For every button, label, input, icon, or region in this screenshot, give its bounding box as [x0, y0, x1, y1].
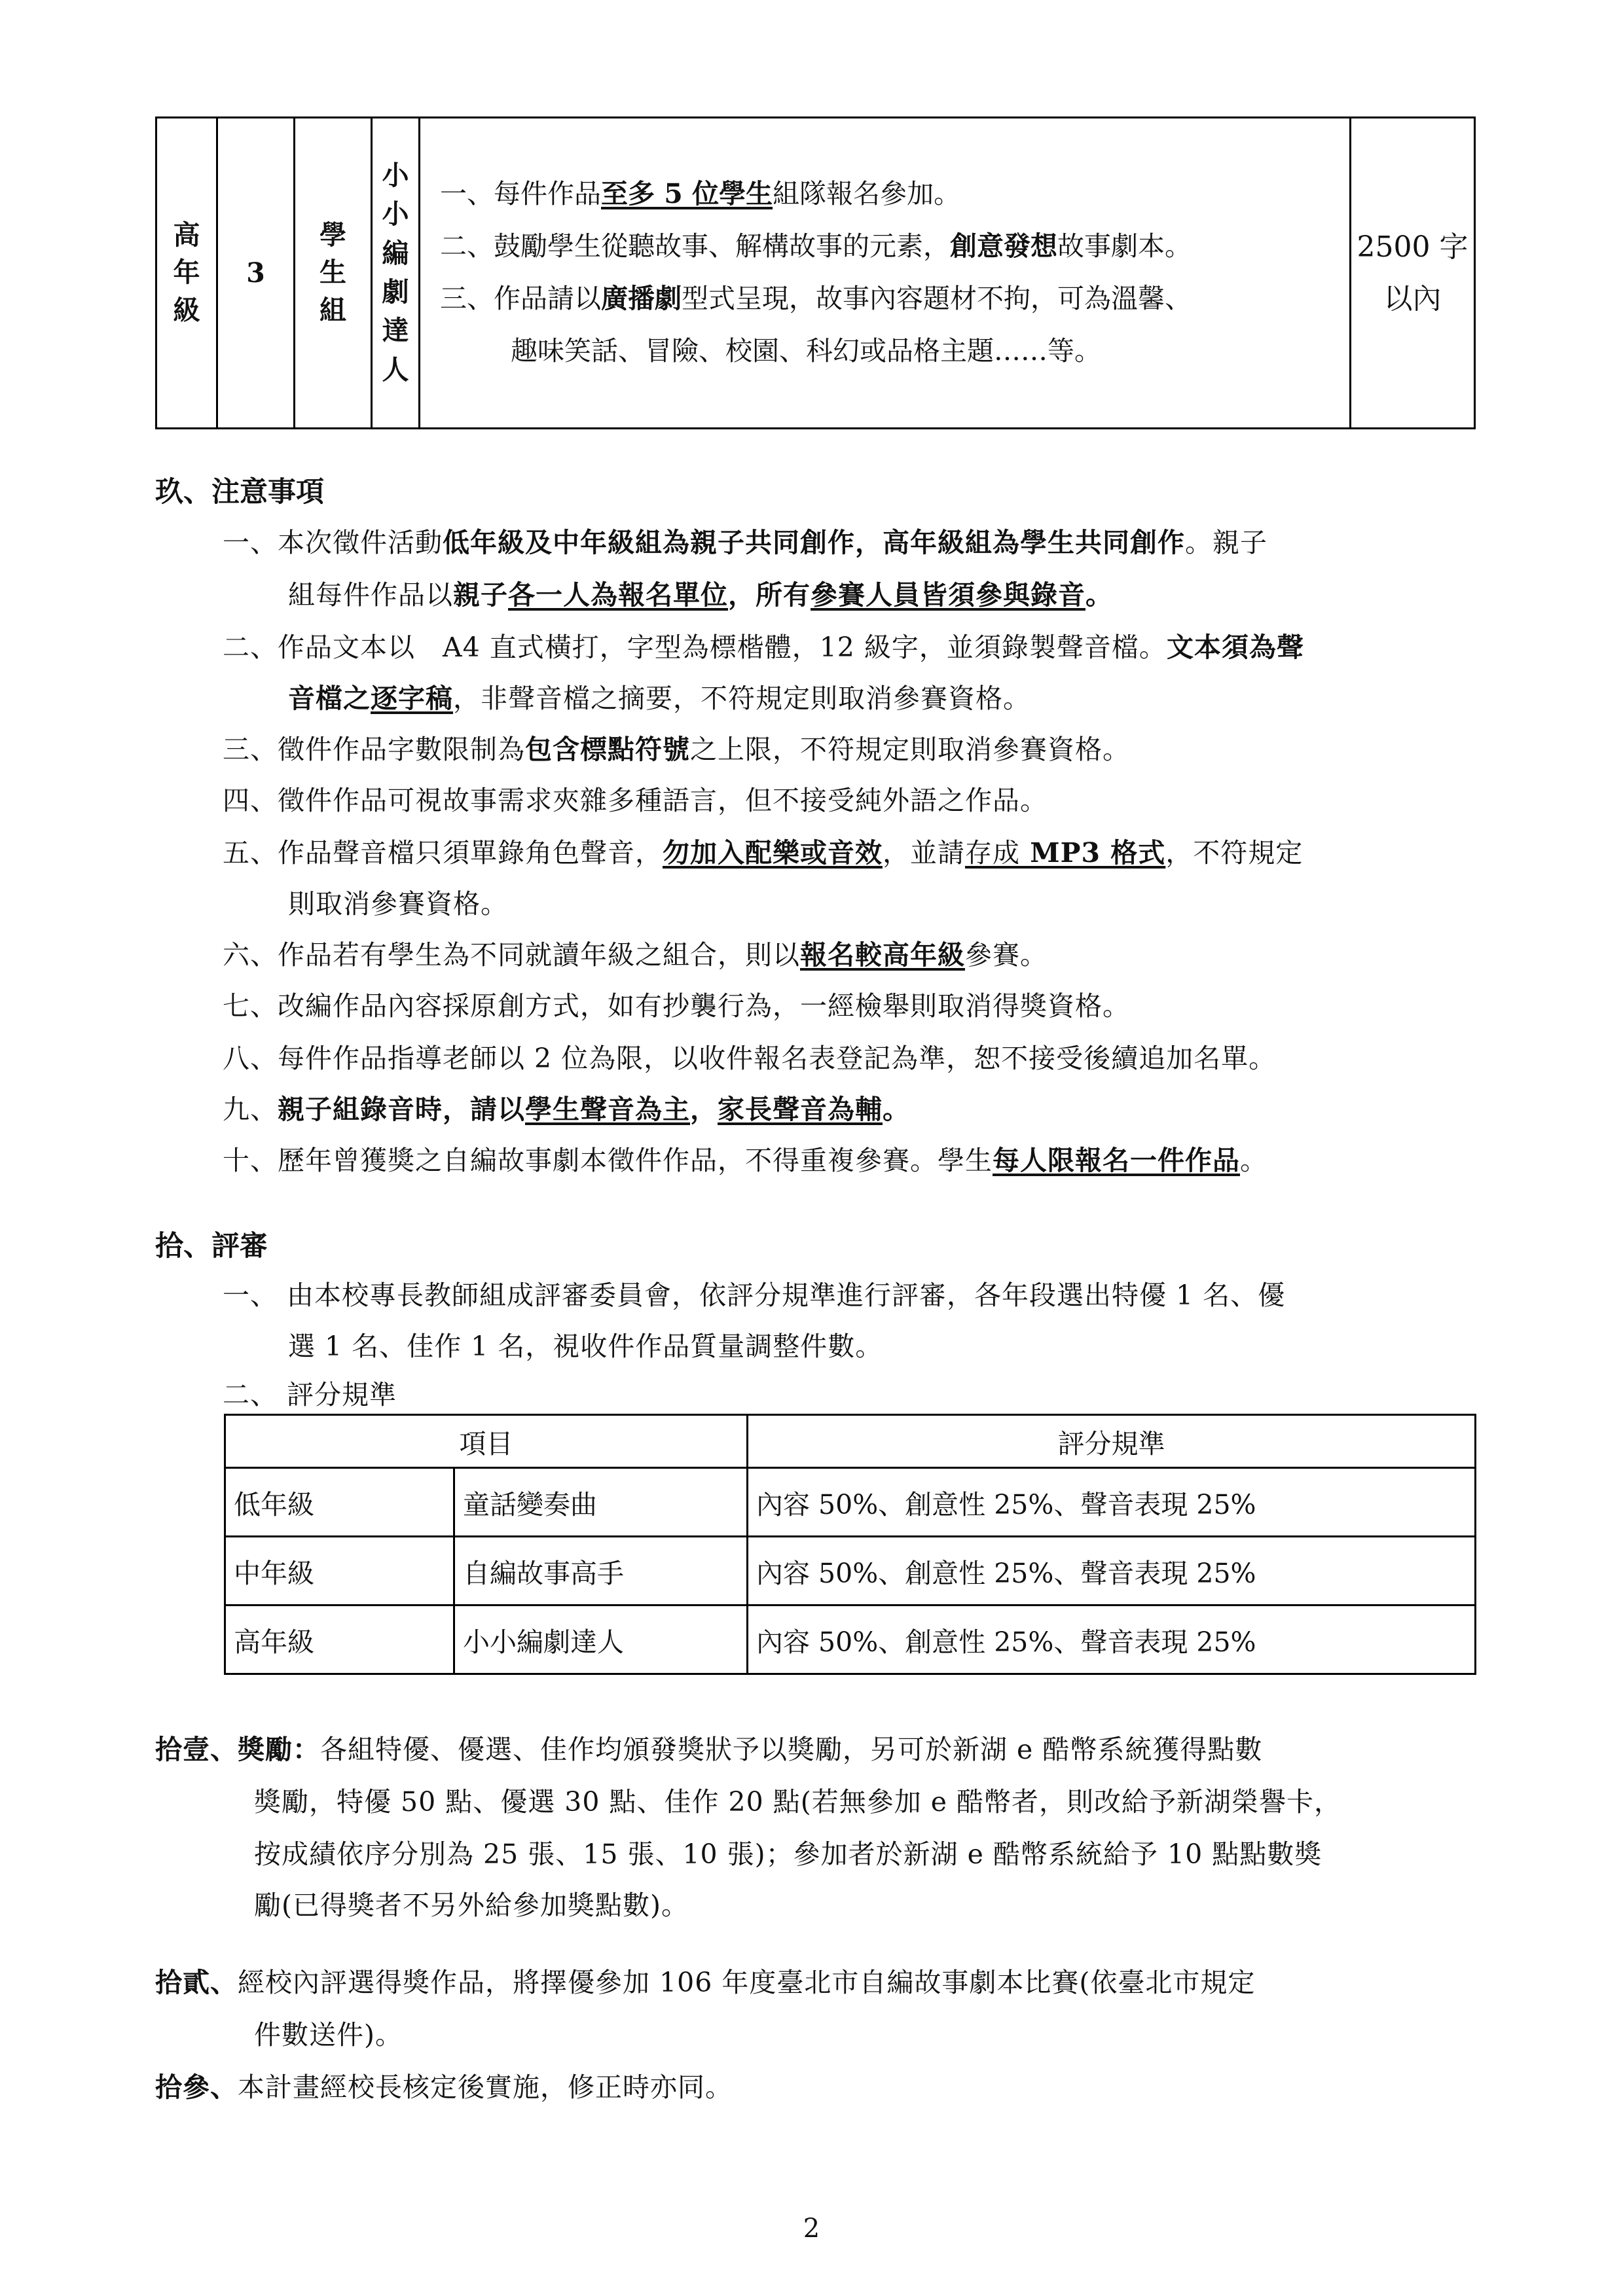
table-row [225, 1605, 1476, 1674]
title-char: 人 [382, 353, 409, 386]
note-5-cont: 則取消參賽資格。 [288, 888, 508, 920]
note-5: 五、作品聲音檔只須單錄角色聲音，勿加入配樂或音效，並請存成 MP3 格式，不符規定 [223, 837, 1304, 869]
count-cell: 3 [217, 118, 295, 429]
cell-grade: 中年級 [225, 1537, 454, 1605]
note-3: 三、徵件作品字數限制為包含標點符號之上限，不符規定則取消參賽資格。 [223, 734, 1130, 765]
note-7: 七、改編作品內容採原創方式，如有抄襲行為，一經檢舉則取消得獎資格。 [223, 990, 1130, 1022]
grade-char: 高 [173, 219, 200, 251]
note-1: 一、本次徵件活動低年級及中年級組為親子共同創作，高年級組為學生共同創作。親子 [223, 527, 1267, 558]
grade-char: 年 [173, 257, 200, 289]
review-title: 拾、評審 [155, 1230, 268, 1263]
reward-1: 拾壹、獎勵：各組特優、優選、佳作均頒發獎狀予以獎勵，另可於新湖 e 酷幣系統獲得點數 [155, 1734, 1263, 1765]
cell-criteria: 內容 50%、創意性 25%、聲音表現 25% [748, 1537, 1476, 1605]
cell-criteria: 內容 50%、創意性 25%、聲音表現 25% [748, 1605, 1476, 1674]
group-char: 學 [319, 219, 346, 251]
cell-name: 自編故事高手 [454, 1537, 748, 1605]
note-6: 六、作品若有學生為不同就讀年級之組合，則以報名較高年級參賽。 [223, 939, 1048, 971]
rule-line: 趣味笑話、冒險、校園、科幻或品格主題……等。 [511, 334, 1101, 367]
reward-1-line4: 勵(已得獎者不另外給參加獎點數)。 [254, 1890, 689, 1921]
cell-name: 童話變奏曲 [454, 1468, 748, 1537]
header-criteria: 評分規準 [748, 1415, 1476, 1468]
reward-1-line2: 獎勵，特優 50 點、優選 30 點、佳作 20 點(若無參加 e 酷幣者，則改給予新湖榮譽卡， [254, 1786, 1342, 1818]
reward-1-line3: 按成績依序分別為 25 張、15 張、10 張)；參加者於新湖 e 酷幣系統給予 10 點點數獎 [254, 1839, 1322, 1870]
word-limit: 2500 字 [1357, 230, 1468, 264]
note-2-cont: 音檔之逐字稿，非聲音檔之摘要，不符規定則取消參賽資格。 [288, 683, 1030, 714]
note-4: 四、徵件作品可視故事需求夾雜多種語言，但不接受純外語之作品。 [223, 785, 1048, 816]
cell-grade: 高年級 [225, 1605, 454, 1674]
title-char: 達 [382, 315, 409, 347]
review-line-3: 二、 評分規準 [223, 1379, 397, 1410]
note-9: 九、親子組錄音時，請以學生聲音為主，家長聲音為輔。 [223, 1094, 910, 1125]
group-char: 組 [319, 294, 346, 326]
grade-cell [156, 118, 217, 429]
table-row [156, 118, 1475, 429]
title-char: 小 [382, 159, 409, 191]
title-char: 編 [382, 237, 409, 269]
review-line-1: 一、 由本校專長教師組成評審委員會，依評分規準進行評審，各年段選出特優 1 名、優 [223, 1280, 1286, 1311]
scoring-table [224, 1414, 1476, 1675]
review-line-2: 選 1 名、佳作 1 名，視收件作品質量調整件數。 [288, 1331, 883, 1362]
cell-grade: 低年級 [225, 1468, 454, 1537]
notes-title: 玖、注意事項 [155, 476, 324, 509]
title-cell [372, 118, 420, 429]
table-header-row [225, 1415, 1476, 1468]
rule-line: 一、每件作品至多 5 位學生組隊報名參加。 [440, 178, 961, 210]
reward-3: 拾參、本計畫經校長核定後實施，修正時亦同。 [155, 2072, 733, 2103]
grade-char: 級 [173, 294, 200, 326]
rule-line: 三、作品請以廣播劇型式呈現，故事內容題材不拘，可為溫馨、 [440, 283, 1192, 314]
page-number: 2 [803, 2214, 820, 2244]
table-row [225, 1468, 1476, 1537]
header-item: 項目 [225, 1415, 748, 1468]
cell-criteria: 內容 50%、創意性 25%、聲音表現 25% [748, 1468, 1476, 1537]
group-cell [295, 118, 372, 429]
award-group-table [155, 117, 1476, 429]
group-char: 生 [319, 257, 346, 289]
cell-name: 小小編劇達人 [454, 1605, 748, 1674]
word-limit-cell [1351, 118, 1475, 429]
rules-cell [420, 118, 1351, 429]
word-limit-suffix: 以內 [1383, 282, 1442, 315]
rule-line: 二、鼓勵學生從聽故事、解構故事的元素，創意發想故事劇本。 [440, 230, 1192, 262]
reward-2: 拾貳、經校內評選得獎作品，將擇優參加 106 年度臺北市自編故事劇本比賽(依臺北市規定 [155, 1967, 1256, 1998]
title-char: 小 [382, 198, 409, 230]
note-8: 八、每件作品指導老師以 2 位為限，以收件報名表登記為準，恕不接受後續追加名單。 [223, 1043, 1277, 1074]
note-2: 二、作品文本以 A4 直式橫打，字型為標楷體，12 級字，並須錄製聲音檔。文本須為聲 [223, 632, 1304, 663]
reward-2-line2: 件數送件)。 [254, 2019, 403, 2051]
title-char: 劇 [382, 276, 409, 308]
table-row [225, 1537, 1476, 1605]
note-1-cont: 組每件作品以親子各一人為報名單位，所有參賽人員皆須參與錄音。 [288, 579, 1113, 611]
note-10: 十、歷年曾獲獎之自編故事劇本徵件作品，不得重複參賽。學生每人限報名一件作品。 [223, 1145, 1267, 1176]
